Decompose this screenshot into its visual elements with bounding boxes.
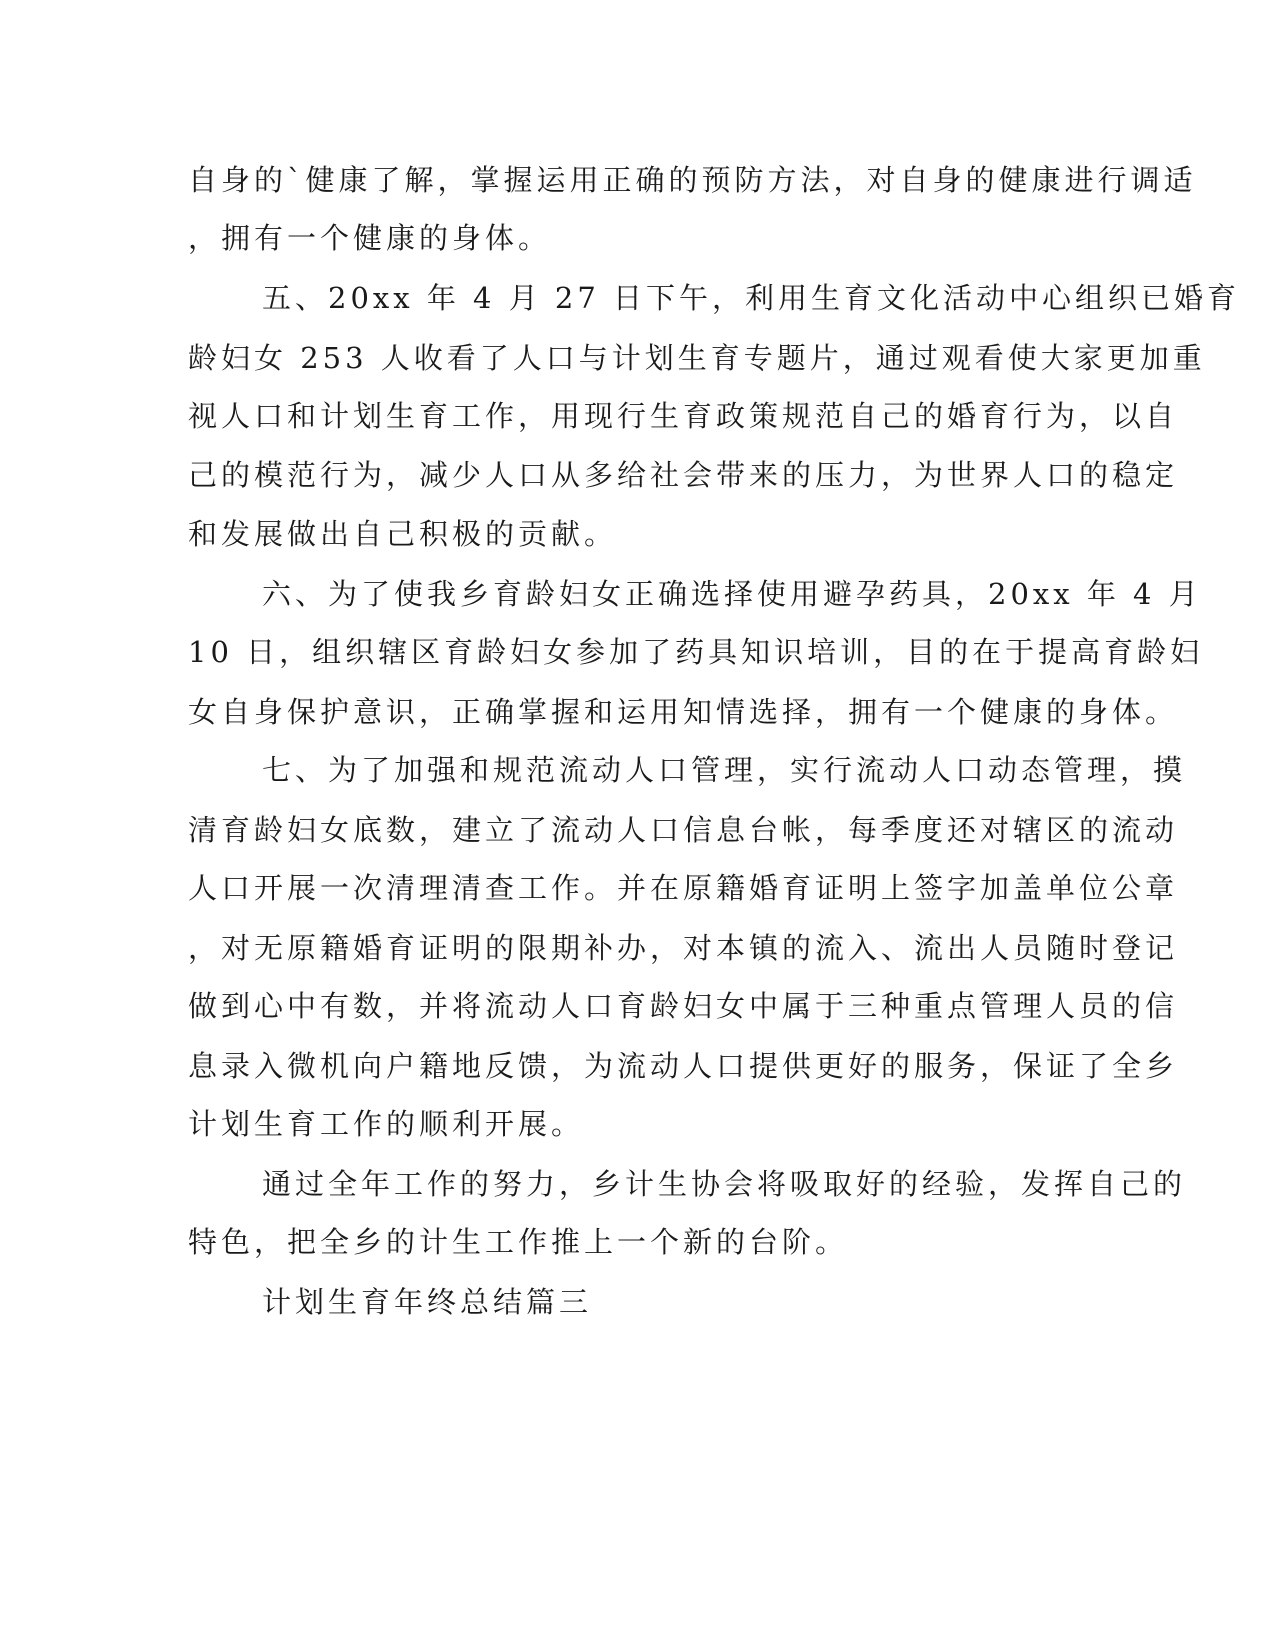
paragraph-start-line: 七、为了加强和规范流动人口管理，实行流动人口动态管理，摸: [262, 753, 1187, 787]
text-line: 10 日，组织辖区育龄妇女参加了药具知识培训，目的在于提高育龄妇: [188, 635, 1204, 669]
text-line: 视人口和计划生育工作，用现行生育政策规范自己的婚育行为，以自: [188, 399, 1179, 433]
text-line: 女自身保护意识，正确掌握和运用知情选择，拥有一个健康的身体。: [188, 695, 1179, 729]
text-line: 人口开展一次清理清查工作。并在原籍婚育证明上签字加盖单位公章: [188, 871, 1179, 905]
text-line: 和发展做出自己积极的贡献。: [188, 517, 618, 551]
text-line: 清育龄妇女底数，建立了流动人口信息台帐，每季度还对辖区的流动: [188, 813, 1179, 847]
text-line: 息录入微机向户籍地反馈，为流动人口提供更好的服务，保证了全乡: [188, 1049, 1179, 1083]
text-line: 做到心中有数，并将流动人口育龄妇女中属于三种重点管理人员的信: [188, 989, 1179, 1023]
text-line: 龄妇女 253 人收看了人口与计划生育专题片，通过观看使大家更加重: [188, 341, 1206, 375]
text-line: 自身的`健康了解，掌握运用正确的预防方法，对自身的健康进行调适: [188, 163, 1197, 197]
text-line: ，拥有一个健康的身体。: [188, 221, 552, 255]
paragraph-start-line: 五、20xx 年 4 月 27 日下午，利用生育文化活动中心组织已婚育: [262, 281, 1241, 315]
text-line: 特色，把全乡的计生工作推上一个新的台阶。: [188, 1225, 849, 1259]
text-line: 计划生育工作的顺利开展。: [188, 1107, 585, 1141]
text-line: 己的模范行为，减少人口从多给社会带来的压力，为世界人口的稳定: [188, 458, 1179, 492]
paragraph-start-line: 六、为了使我乡育龄妇女正确选择使用避孕药具，20xx 年 4 月: [262, 577, 1202, 611]
text-line: ，对无原籍婚育证明的限期补办，对本镇的流入、流出人员随时登记: [188, 931, 1179, 965]
section-heading: 计划生育年终总结篇三: [262, 1285, 593, 1319]
paragraph-start-line: 通过全年工作的努力，乡计生协会将吸取好的经验，发挥自己的: [262, 1167, 1187, 1201]
